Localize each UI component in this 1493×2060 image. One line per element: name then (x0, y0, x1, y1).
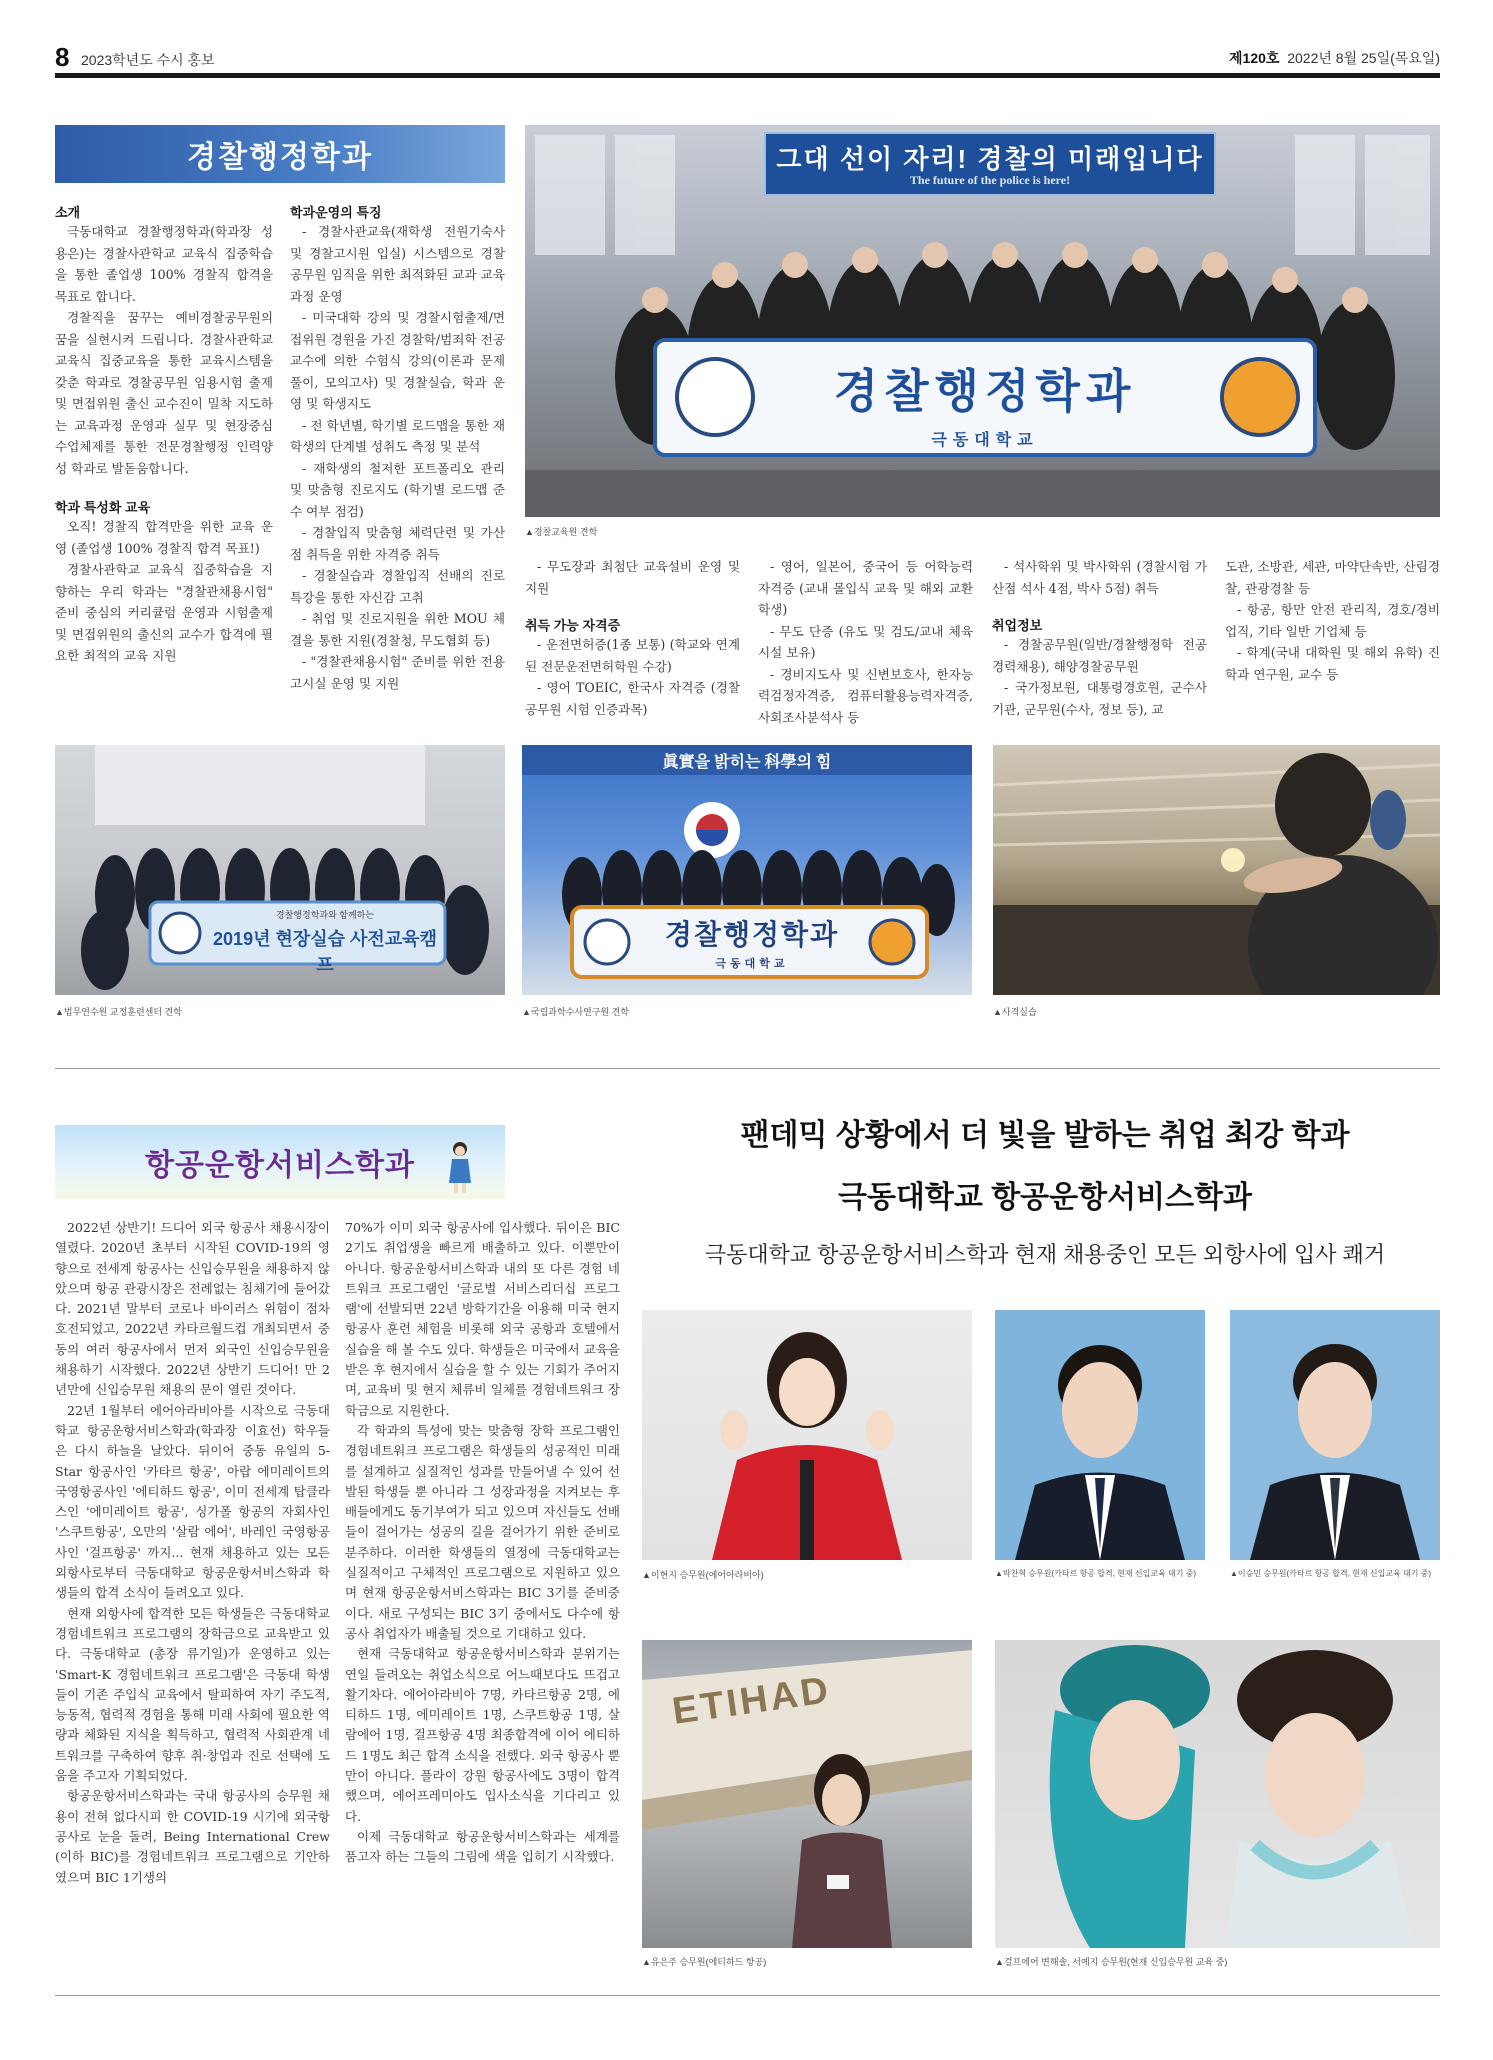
police-col-3 (525, 556, 740, 720)
certificate-item: - 경비지도사 및 신변보호사, 한자능력검정자격증, 컴퓨터활용능력자격증, 사회조사분석사 등 (758, 666, 973, 725)
air-paragraph: 2022년 상반기! 드디어 외국 항공사 채용시장이 열렸다. 2020년 초부터 시작된 COVID-19의 영향으로 전세계 항공사는 신입승무원을 채용하지 않았으며 항공 관광시장은 전례없는 침체기에 들어갔다. 2021년 말부터 코로나 바이러스 위험이 점차 호전되었고, 2022년 카타르월드컵 개최되면서 중동의 여러 항공사에서 먼저 외국인 신입승무원을 채용하기 시작했다. 2022년 상반기 드디어! 만 2년만에 신입승무원 채용의 문이 열린 것이다. (55, 1220, 330, 1398)
heading-operation-features: 학과운영의 특징 (290, 205, 382, 220)
headline-2: 극동대학교 항공운항서비스학과 (837, 1181, 1253, 1214)
feature-item: - 경찰입직 맞춤형 체력단련 및 가산점 취득을 위한 자격증 취득 (290, 525, 505, 562)
air-paragraph: 이제 극동대학교 항공운항서비스학과는 세계를 품고자 하는 그들의 그림에 색을 입히기 시작했다. (345, 1828, 620, 1865)
intro-paragraph-2: 경찰직을 꿈꾸는 예비경찰공무원의 꿈을 실현시켜 드립니다. 경찰사관학교 교육식 집중교육을 통한 교육시스템을 갖춘 학과로 경찰공무원 임용시험 출제 및 면접위원 출신 교수진이 밀착 지도하는 교육과정 운영과 실무 및 현장중심 수업체제를 통한 전문경찰행정 인력양성 학과로 발돋움합니다. (55, 310, 273, 476)
forensics-sign: 眞實을 밝히는 科學의 힘 (662, 754, 832, 771)
feature-item: - 재학생의 철저한 포트폴리오 관리 및 맞춤형 진로지도 (학기별 로드맵 준수 여부 점검) (290, 460, 505, 519)
feature-item: - 전 학년별, 학기별 로드맵을 통한 재학생의 단계별 성취도 측정 및 분석 (290, 417, 505, 454)
forensics-banner-sub: 극동대학교 (715, 958, 789, 970)
air-section-title (55, 1125, 505, 1199)
police-col-6 (1225, 556, 1440, 685)
intro-paragraph-1: 극동대학교 경찰행정학과(학과장 성용은)는 경찰사관학교 교육식 집중학습을 통한 졸업생 100% 경찰직 합격을 목표로 합니다. (55, 224, 273, 304)
page-header (55, 42, 1440, 76)
shooting-illustration (993, 745, 1440, 995)
police-section-title: 경찰행정학과 (55, 125, 505, 183)
photo-caption: ▲이현지 승무원(에어아라비아) (642, 1570, 764, 1580)
facility-item: - 무도장과 최첨단 교육설비 운영 및 지원 (525, 559, 740, 596)
feature-item: - 경찰실습과 경찰입직 선배의 진로 특강을 통한 자신감 고취 (290, 568, 505, 605)
feature-item: - 경찰사관교육(재학생 전원기숙사 및 경찰고시원 입실) 시스템으로 경찰공무원 임직을 위한 최적화된 교과 교육과정 운영 (290, 224, 505, 304)
section-divider (55, 1068, 1440, 1069)
photo-caption: ▲걸프에어 변해솔, 서예지 승무원(현재 신입승무원 교육 중) (995, 1957, 1228, 1967)
special-paragraph-1: 오직! 경찰직 합격만을 위한 교육 운영 (졸업생 100% 경찰직 합격 목표!) (55, 519, 273, 556)
air-paragraph: 70%가 이미 외국 항공사에 입사했다. 뒤이은 BIC 2기도 취업생을 빠르게 배출하고 있다. 이뿐만이 아니다. 항공운항서비스학과 내의 또 다른 경험 네트워크 프로그램인 '글로벌 서비스리더십 프로그램'에 선발되면 22년 방학기간을 이용해 미국 현지 항공사 훈련 체험을 비롯해 외국 공항과 호텔에서 실습을 해 볼 수도 있다. 학생들은 미국에서 교육을 받은 후 현지에서 실습을 할 수 있는 기회가 주어지며, 교육비 및 현지 체류비 일체를 경험네트워크 장학금으로 지원한다. (345, 1220, 620, 1418)
header-rule (55, 73, 1440, 78)
employment-item: - 항공, 항만 안전 관리직, 경호/경비업직, 기타 일반 기업체 등 (1225, 602, 1440, 639)
issue-number: 제120호 (1229, 50, 1280, 66)
forensics-banner-text: 경찰행정학과 (664, 919, 840, 950)
sign-subtext: The future of the police is here! (909, 173, 1071, 187)
feature-item: - 취업 및 진로지원을 위한 MOU 체결을 통한 지원(경찰청, 무도협회 등) (290, 611, 505, 648)
photo-caption: ▲유은주 승무원(에티하드 항공) (642, 1957, 767, 1967)
photo-shooting-range (993, 745, 1440, 995)
certificate-item: - 운전면허증(1종 보통) (학교와 연계된 전문운전면허학원 수강) (525, 637, 740, 674)
air-paragraph: 현재 극동대학교 항공운항서비스학과 분위기는 연일 들려오는 취업소식으로 어느때보다도 뜨겁고 활기차다. 에어아라비아 7명, 카타르항공 2명, 에티하드 1명, 에미레이트 1명, 스쿠트항공 1명, 살람에어 1명, 걸프항공 4명 최종합격에 이어 에티하드 1명도 최근 합격 소식을 전했다. 외국 항공사 뿐만이 아니다. 플라이 강원 항공사에도 3명이 합격했으며, 에어프레미아도 입사소식을 기다리고 있다. (345, 1646, 620, 1824)
employment-item: - 학계(국내 대학원 및 해외 유학) 진학과 연구원, 교수 등 (1225, 645, 1440, 682)
issue-info (1229, 48, 1440, 68)
air-paragraph: 항공운항서비스학과는 국내 항공사의 승무원 채용이 전혀 없다시피 한 COVID-19 시기에 외국항공사로 눈을 돌려, Being International Crew (이하 BIC)를 경험네트워크 프로그램으로 기안하였으며 BIC 1기생의 (55, 1788, 330, 1885)
certificate-item: - 영어, 일본어, 중국어 등 어학능력 자격증 (교내 몰입식 교육 및 해외 교환학생) (758, 559, 973, 617)
photo-caption: ▲사격실습 (993, 1007, 1037, 1017)
camp-banner-text: 2019년 현장실습 사전교육캠프 (213, 929, 437, 975)
issue-date: 2022년 8월 25일(목요일) (1287, 50, 1440, 66)
photo-camp (55, 745, 505, 995)
sign-text: 그대 선이 자리! 경찰의 미래입니다 (776, 144, 1204, 174)
heading-employment: 취업정보 (992, 618, 1043, 633)
heading-intro: 소개 (55, 205, 81, 220)
police-main-photo (525, 125, 1440, 517)
certificate-item: - 영어 TOEIC, 한국사 자격증 (경찰공무원 시험 인증과목) (525, 680, 740, 717)
subheadline: 극동대학교 항공운항서비스학과 현재 채용중인 모든 외항사에 입사 쾌거 (704, 1242, 1386, 1267)
photo-caption: ▲법무연수원 교정훈련센터 견학 (55, 1007, 182, 1017)
camp-banner-small: 경찰행정학과와 함께하는 (275, 910, 375, 920)
photo-crew-park (995, 1310, 1205, 1560)
headline-1: 팬데믹 상황에서 더 빛을 발하는 취업 최강 학과 (740, 1119, 1350, 1152)
photo-caption: ▲이승민 승무원(카타르 항공 합격, 현재 신입교육 대기 중) (1230, 1569, 1432, 1578)
degree-item: - 석사학위 및 박사학위 (경찰시험 가산점 석사 4점, 박사 5점) 취득 (992, 559, 1207, 596)
flight-attendant-icon (445, 1139, 475, 1193)
special-paragraph-2: 경찰사관학교 교육식 집중학습을 지향하는 우리 학과는 "경찰관채용시험" 준비 중심의 커리큘럼 운영과 시험출제 및 면접위원의 출신의 교수가 합격에 필요한 최적의 교육 지원 (55, 562, 273, 663)
air-paragraph: 22년 1월부터 에어아라비아를 시작으로 극동대학교 항공운항서비스학과(학과장 이효선) 학우들은 다시 하늘을 날았다. 뒤이어 중동 유일의 5-Star 항공사인 '카타르 항공', 아랍 에미레이트의 국영항공사인 '에티하드 항공', 이미 전세계 탑클라스인 '에미레이트 항공', 싱가폴 항공의 자회사인 '스쿠트항공', 오만의 '살람 에어', 바레인 국영항공사인 '걸프항공' 까지... 현재 채용하고 있는 모든 외항사로부터 극동대학교 항공운항서비스학과 학생들의 합격 소식이 들려오고 있다. (55, 1402, 330, 1601)
footer-rule (55, 1995, 1440, 1996)
photo-forensics (522, 745, 972, 995)
photo-crew-gulfair (995, 1640, 1440, 1948)
employment-item: - 경찰공무원(일반/경찰행정학 전공 경력채용), 해양경찰공무원 (992, 637, 1207, 674)
photo-crew-airarabia (642, 1310, 972, 1560)
publication-title: 2023학년도 수시 홍보 (81, 52, 215, 68)
crew-lee-illustration (1230, 1310, 1440, 1560)
air-paragraph: 각 학과의 특성에 맞는 맞춤형 장학 프로그램인 경험네트워크 프로그램은 학생들의 성공적인 미래를 설계하고 실질적인 성과를 만들어낼 수 있어 선발된 학생들 뿐 아니라 그 성장과정을 지켜보는 후배들에게도 동기부여가 되고 있으며 자신들도 선배들이 걸어가는 성공의 길을 걸어가기 위한 준비로 분주하다. 이러한 학생들의 열정에 극동대학교는 실질적이고 구체적인 프로그램으로 지원하고 있으며 현재 항공운항서비스학과는 BIC 3기를 준비중이다. 새로 구성되는 BIC 3기 중에서도 다수에 항공사 취업자가 배출될 것으로 기대하고 있다. (345, 1422, 620, 1641)
page-number: 8 (55, 42, 70, 72)
air-col-1 (55, 1218, 330, 1888)
tail-text: ETIHAD (669, 1669, 834, 1733)
certificate-item: - 무도 단증 (유도 및 검도/교내 체육 시설 보유) (758, 623, 973, 660)
photo-crew-lee (1230, 1310, 1440, 1560)
police-col-5 (992, 556, 1207, 720)
crew-park-illustration (995, 1310, 1205, 1560)
banner-title: 경찰행정학과 (833, 365, 1137, 417)
banner-subtitle: 극동대학교 (931, 432, 1039, 449)
employment-item: - 국가정보원, 대통령경호원, 군수사기관, 군무원(수사, 정보 등), 교 (992, 680, 1207, 717)
crew-gulfair-illustration (995, 1640, 1440, 1948)
heading-certificates: 취득 가능 자격증 (525, 618, 621, 633)
heading-special-education: 학과 특성화 교육 (55, 500, 151, 515)
photo-caption: ▲경찰교육원 견학 (525, 527, 598, 537)
photo-crew-etihad (642, 1640, 972, 1948)
feature-item: - 미국대학 강의 및 경찰시험출제/면접위원 경원을 가진 경찰학/범죄학 전공 교수에 의한 수험식 강의(이론과 문제풀이, 모의고사) 및 경찰실습, 학과 운영 및 학생지도 (290, 310, 505, 411)
feature-item: - "경찰관채용시험" 준비를 위한 전용고시실 운영 및 지원 (290, 654, 505, 691)
air-section-title-text: 항공운항서비스학과 (145, 1149, 415, 1182)
air-paragraph: 현재 외항사에 합격한 모든 학생들은 극동대학교 경험네트워크 프로그램의 장학금으로 교육받고 있다. 극동대학교 (총장 류기일)가 운영하고 있는 'Smart-K 경험네트워크 프로그램'은 극동대 학생들이 기존 주입식 교육에서 탈피하여 자기 주도적, 능동적, 협력적 경험을 통해 미래 사회에 필요한 역량과 체화된 지식을 획득하고, 협력적 사회관계 네트워크를 구축하여 향후 취·창업과 진로 선택에 도움을 주고자 기획되었다. (55, 1605, 330, 1784)
police-col-4 (758, 556, 973, 728)
crew-airarabia-illustration (642, 1310, 972, 1560)
photo-caption: ▲박찬혁 승무원(카타르 항공 합격, 현재 신입교육 대기 중) (995, 1569, 1197, 1578)
police-col-1 (55, 200, 273, 667)
photo-caption: ▲국립과학수사연구원 견학 (522, 1007, 630, 1017)
employment-item: 도관, 소방관, 세관, 마약단속반, 산림경찰, 관광경찰 등 (1225, 559, 1440, 596)
police-col-2 (290, 200, 505, 694)
air-col-2 (345, 1218, 620, 1868)
